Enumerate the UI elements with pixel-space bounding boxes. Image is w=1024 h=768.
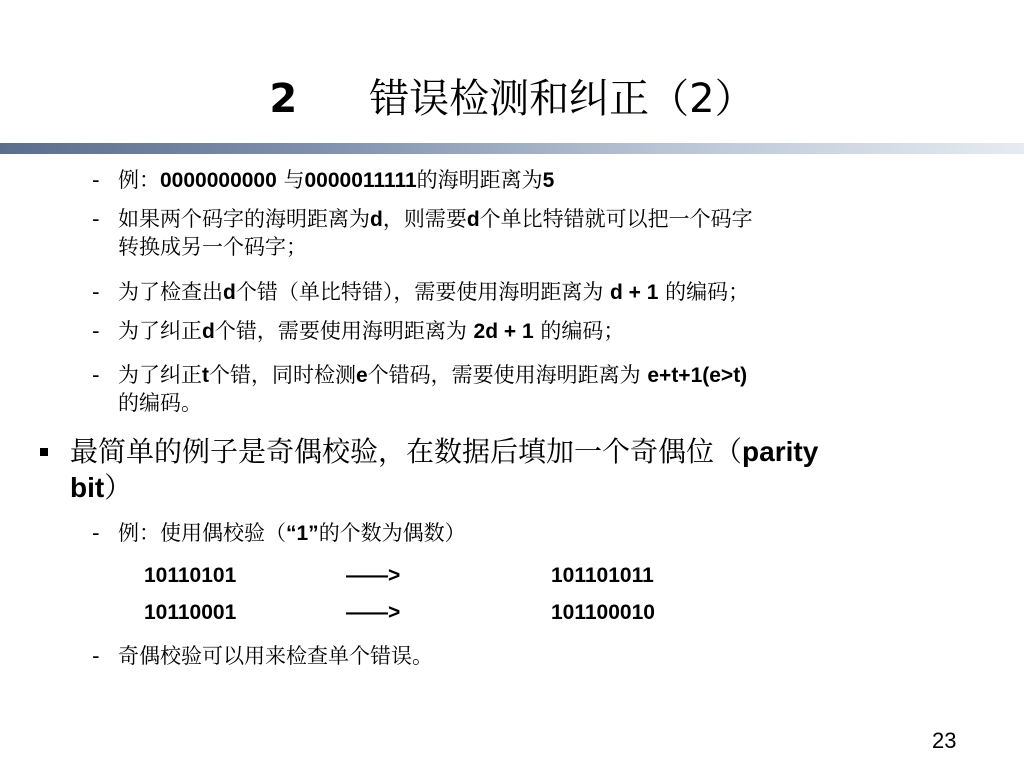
- term-bit: bit: [70, 472, 105, 503]
- sub-bullet-closing: [92, 642, 433, 670]
- text-segment: 个错码，需要使用海明距离为: [367, 363, 648, 387]
- text-segment: 为了检查出: [118, 280, 223, 304]
- sub-bullet-parity-example: [92, 519, 466, 548]
- formula: 2d + 1: [473, 320, 534, 343]
- dash-marker: -: [92, 363, 100, 387]
- main-bullet-parity: [70, 434, 818, 470]
- sub-bullet-detect: [92, 278, 750, 307]
- text-segment: 的海明距离为: [416, 168, 543, 192]
- var-d: d: [466, 208, 480, 231]
- text-segment: 的编码；: [533, 319, 625, 343]
- square-bullet-marker: [40, 448, 48, 456]
- dash-marker: -: [92, 644, 100, 668]
- page-number: 23: [932, 728, 957, 753]
- dash-marker: -: [92, 521, 100, 545]
- text-segment: 的个数为偶数）: [318, 521, 466, 545]
- row-arrow: ——>: [346, 564, 401, 587]
- var-d: d: [223, 281, 236, 304]
- title-text: 错误检测和纠正（2）: [369, 76, 755, 122]
- text-segment: 奇偶校验可以用来检查单个错误。: [118, 644, 433, 668]
- sub-bullet-hamming-example: [92, 166, 555, 195]
- var-t: t: [202, 364, 209, 387]
- text-segment: 例：: [118, 168, 160, 192]
- dash-marker: -: [92, 168, 100, 192]
- sub-bullet-correct: [92, 317, 625, 346]
- section-number: 2: [269, 76, 298, 122]
- var-e: e: [356, 364, 368, 387]
- text-segment: 为了纠正: [118, 363, 202, 387]
- row-input: 10110101: [144, 564, 237, 587]
- text-segment: 与: [276, 168, 305, 192]
- text-segment: 个错，同时检测: [209, 363, 356, 387]
- title-divider: [0, 143, 1024, 154]
- var-d: d: [370, 208, 383, 231]
- row-input: 10110001: [144, 601, 237, 624]
- var-d: d: [202, 320, 215, 343]
- row-output: 101101011: [551, 564, 654, 587]
- term-parity: parity: [742, 436, 819, 467]
- text-segment: 为了纠正: [118, 319, 202, 343]
- sub-bullet-continuation: 转换成另一个码字；: [118, 235, 307, 259]
- formula: e+t+1(e>t): [647, 364, 748, 387]
- main-bullet-continuation: [70, 470, 132, 506]
- text-segment: 个错，需要使用海明距离为: [214, 319, 474, 343]
- row-arrow: ——>: [346, 601, 401, 624]
- dash-marker: -: [92, 319, 100, 343]
- formula: d + 1: [610, 281, 659, 304]
- sub-bullet-correct-detect: [92, 361, 748, 390]
- quoted-one: “1”: [286, 522, 319, 545]
- dash-marker: -: [92, 280, 100, 304]
- text-segment: 如果两个码字的海明距离为: [118, 207, 370, 231]
- distance-value: 5: [542, 169, 555, 192]
- text-segment: 的编码；: [658, 280, 750, 304]
- slide-title: [0, 74, 1024, 124]
- sub-bullet-distance-d: [92, 205, 753, 234]
- text-segment: ）: [104, 471, 133, 504]
- text-segment: ，则需要: [382, 207, 467, 231]
- text-segment: 个单比特错就可以把一个码字: [479, 207, 753, 231]
- text-segment: 个错（单比特错），需要使用海明距离为: [235, 280, 611, 304]
- text-segment: 最简单的例子是奇偶校验，在数据后填加一个奇偶位（: [70, 435, 743, 468]
- row-output: 101100010: [551, 601, 655, 624]
- sub-bullet-continuation: 的编码。: [118, 391, 202, 415]
- text-segment: 例：使用偶校验（: [118, 521, 286, 545]
- codeword-a: 0000000000: [160, 169, 277, 192]
- codeword-b: 0000011111: [304, 169, 417, 192]
- dash-marker: -: [92, 207, 100, 231]
